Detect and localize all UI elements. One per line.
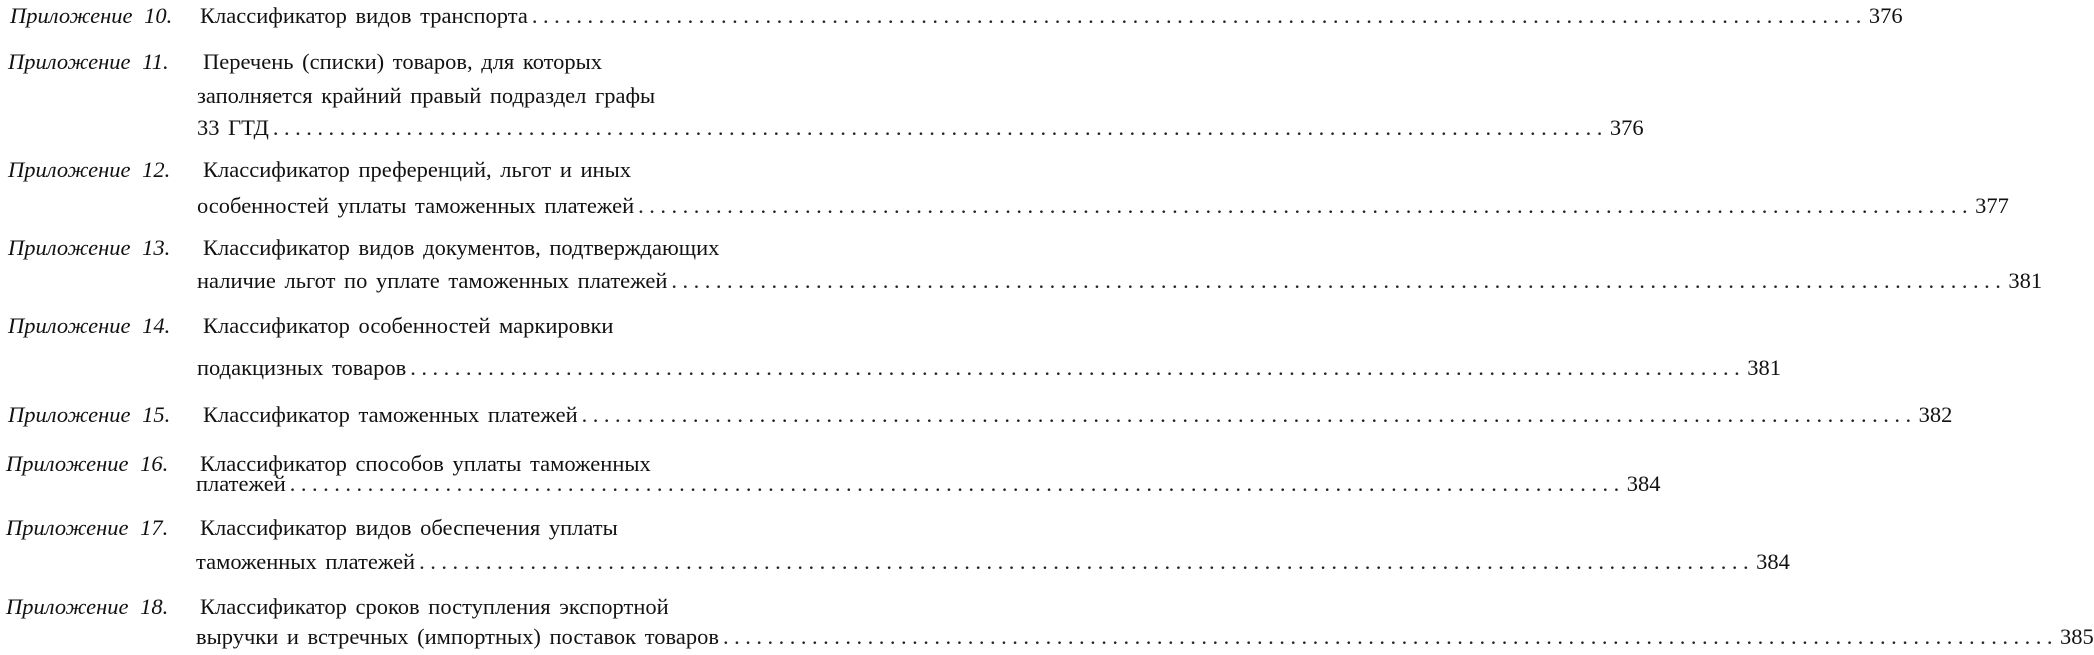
- entry-title-line: Классификатор сроков поступления экспортной: [200, 594, 669, 619]
- entry-label: Приложение 14.: [8, 313, 171, 338]
- entry-title-text: Классификатор таможенных платежей: [203, 402, 578, 427]
- page-number: 382: [1918, 402, 1953, 427]
- leader-dots: ........................................................................................................................: [531, 3, 1867, 28]
- leader-dots: ........................................................................................................................: [289, 471, 1625, 496]
- entry-title-line: Классификатор особенностей маркировки: [203, 313, 614, 338]
- page-number: 376: [1868, 3, 1903, 28]
- entry-last-line: [200, 2, 1903, 30]
- leader-dots: ........................................................................................................................: [722, 624, 2058, 649]
- entry-title-line: заполняется крайний правый подраздел графы: [197, 83, 656, 108]
- entry-label: Приложение 10.: [10, 3, 173, 28]
- entry-title-text: особенностей уплаты таможенных платежей: [197, 193, 635, 218]
- entry-label: Приложение 12.: [8, 157, 171, 182]
- leader-dots: ........................................................................................................................: [638, 193, 1974, 218]
- page-number: 381: [2008, 268, 2043, 293]
- entry-last-line: [203, 401, 1953, 429]
- entry-title-text: наличие льгот по уплате таможенных платежей: [197, 268, 668, 293]
- entry-title-line: Перечень (списки) товаров, для которых: [203, 49, 603, 74]
- page-number: 385: [2059, 624, 2094, 649]
- entry-title-text: Классификатор видов транспорта: [200, 3, 528, 28]
- entry-title-text: 33 ГТД: [197, 115, 269, 140]
- entry-title-text: таможенных платежей: [196, 549, 416, 574]
- leader-dots: ........................................................................................................................: [671, 268, 2007, 293]
- entry-label: Приложение 16.: [6, 451, 169, 476]
- entry-title-text: платежей: [196, 471, 286, 496]
- entry-label: Приложение 17.: [6, 515, 169, 540]
- page-number: 376: [1609, 115, 1644, 140]
- entry-title-line: Классификатор преференций, льгот и иных: [203, 157, 631, 182]
- leader-dots: ........................................................................................................................: [272, 115, 1608, 140]
- entry-last-line: [196, 548, 1790, 576]
- leader-dots: ........................................................................................................................: [581, 402, 1917, 427]
- entry-last-line: [197, 267, 2043, 295]
- entry-title-text: подакцизных товаров: [197, 355, 407, 380]
- entry-title-text: выручки и встречных (импортных) поставок товаров: [196, 624, 719, 649]
- entry-title-line: Классификатор способов уплаты таможенных: [200, 451, 651, 476]
- page-number: 384: [1756, 549, 1790, 574]
- page-number: 377: [1975, 193, 2009, 218]
- entry-last-line: [196, 470, 1661, 498]
- leader-dots: ........................................................................................................................: [410, 355, 1746, 380]
- page-number: 384: [1626, 471, 1661, 496]
- entry-label: Приложение 15.: [8, 402, 171, 427]
- leader-dots: ........................................................................................................................: [419, 549, 1755, 574]
- entry-title-line: Классификатор видов документов, подтверждающих: [203, 235, 720, 260]
- entry-last-line: [197, 192, 2009, 220]
- entry-label: Приложение 18.: [6, 594, 169, 619]
- entry-last-line: [197, 354, 1781, 382]
- entry-label: Приложение 13.: [8, 235, 171, 260]
- entry-last-line: [196, 623, 2094, 651]
- entry-title-line: Классификатор видов обеспечения уплаты: [200, 515, 618, 540]
- page-number: 381: [1747, 355, 1781, 380]
- entry-label: Приложение 11.: [8, 49, 169, 74]
- entry-last-line: [197, 114, 1644, 142]
